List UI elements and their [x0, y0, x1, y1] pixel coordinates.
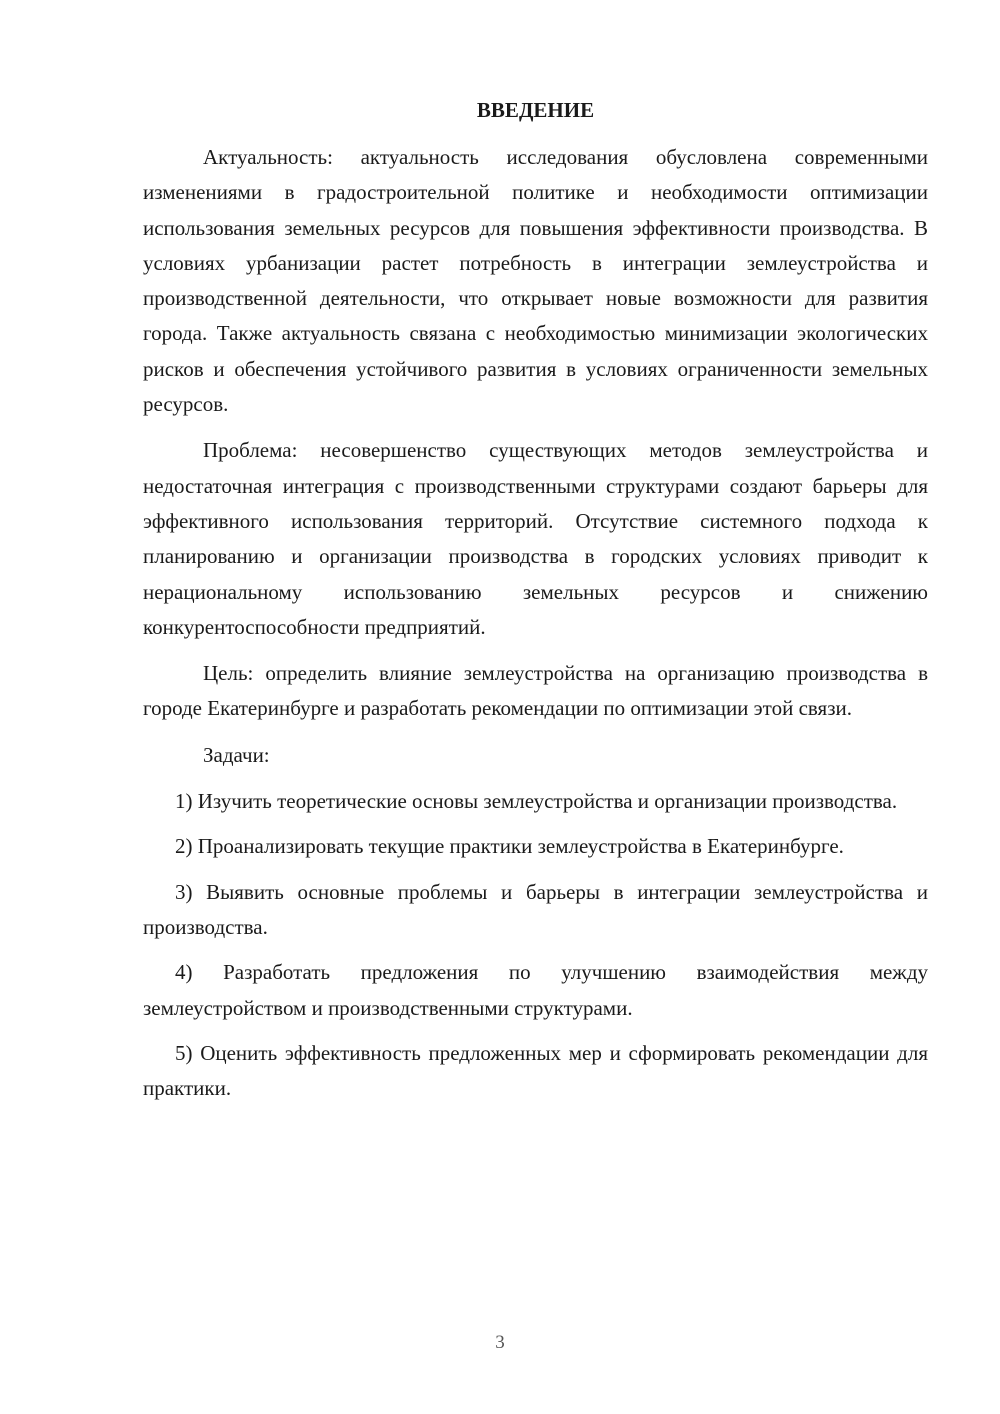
problem-paragraph: Проблема: несовершенство существующих методов землеустройства и недостаточная интеграция с производственными структурами создают барьеры для эффективного использования территорий. Отсутствие системного подхода к планированию и организации производства в городских условиях приводит к нерациональному использованию земельных ресурсов и снижению конкурентоспособности предприятий. — [143, 438, 928, 639]
relevance-paragraph: Актуальность: актуальность исследования обусловлена современными изменениями в градостроительной политике и необходимости оптимизации использования земельных ресурсов для повышения эффективности производства. В условиях урбанизации растет потребность в интеграции землеустройства и производственной деятельности, что открывает новые возможности для развития города. Также актуальность связана с необходимостью минимизации экологических рисков и обеспечения устойчивого развития в условиях ограниченности земельных ресурсов. — [143, 145, 928, 417]
task-item-5: 5) Оценить эффективность предложенных мер и сформировать рекомендации для практики. — [143, 1040, 928, 1101]
tasks-list — [143, 784, 928, 1106]
page-number: 3 — [495, 1332, 505, 1353]
document-page — [143, 94, 928, 1116]
task-item-4: 4) Разработать предложения по улучшению взаимодействия между землеустройством и производственными структурами. — [143, 960, 928, 1020]
task-item-1: 1) Изучить теоретические основы землеустройства и организации производства. — [175, 789, 898, 814]
task-item-3: 3) Выявить основные проблемы и барьеры в интеграции землеустройства и производства. — [143, 879, 928, 939]
section-heading: ВВЕДЕНИЕ — [476, 98, 595, 122]
task-item-2: 2) Проанализировать текущие практики землеустройства в Екатеринбурге. — [175, 834, 844, 859]
tasks-title: Задачи: — [203, 742, 270, 767]
goal-paragraph: Цель: определить влияние землеустройства на организацию производства в городе Екатеринбурге и разработать рекомендации по оптимизации этой связи. — [143, 661, 928, 721]
